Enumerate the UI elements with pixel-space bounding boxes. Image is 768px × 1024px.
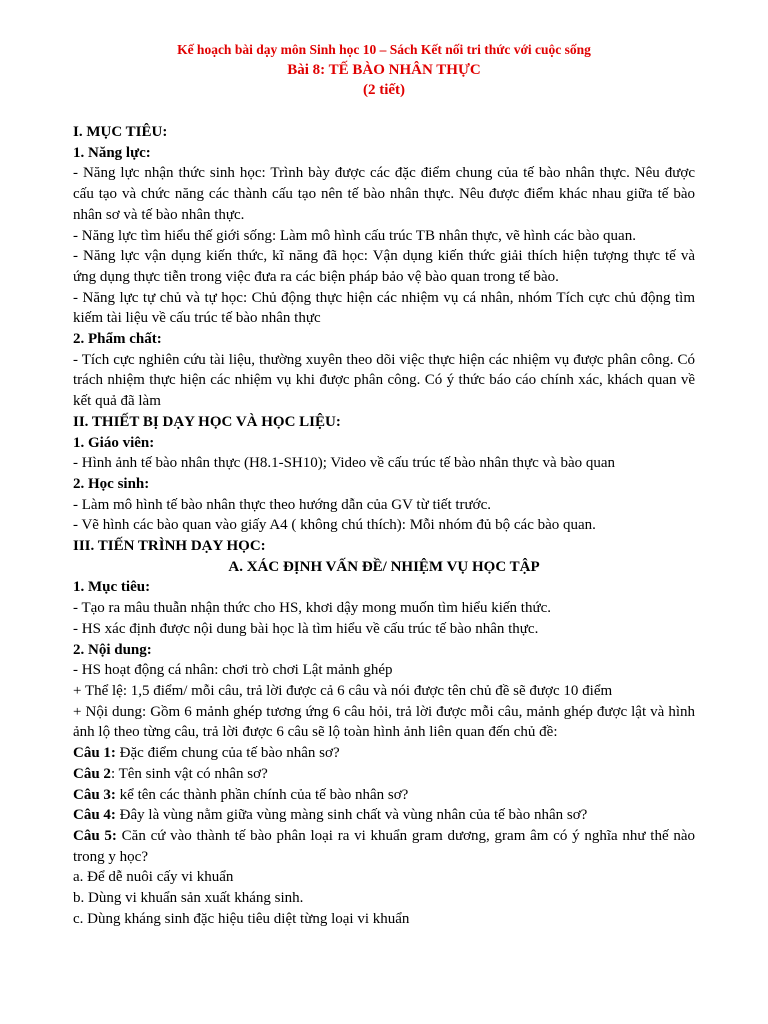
subsection-title-students: 2. Học sinh: [73,475,150,492]
lesson-duration: (2 tiết) [362,82,406,98]
answer-option: c. Dùng kháng sinh đặc hiệu tiêu diệt từng loại vi khuẩn [73,910,410,927]
question-text: kể tên các thành phần chính của tế bào nhân sơ? [115,786,409,803]
content-item: + Thể lệ: 1,5 điểm/ mỗi câu, trả lời được cả 6 câu và nói được tên chủ đề sẽ được 10 điểm [73,682,613,699]
document-header-line: Kế hoạch bài dạy môn Sinh học 10 – Sách Kết nối tri thức với cuộc sống [177,42,591,57]
question-label: Câu 5: [73,827,117,844]
section-title-objectives: I. MỤC TIÊU: [73,124,168,140]
competency-item: - Năng lực tự chủ và tự học: Chủ động thực hiện các nhiệm vụ cá nhân, nhóm Tích cực chủ động tìm kiếm tài liệu về cấu trúc tế bào nhân thực [73,289,695,327]
section-title-process: III. TIẾN TRÌNH DẠY HỌC: [73,538,266,555]
question [73,743,695,764]
subsection-title-goals: 1. Mục tiêu: [73,579,151,596]
question [73,785,695,806]
teacher-text: - Hình ảnh tế bào nhân thực (H8.1-SH10); Video về cấu trúc tế bào nhân thực và bào quan [73,455,616,472]
question-label: Câu 1: [73,745,116,762]
question-text: Căn cứ vào thành tế bào phân loại ra vi khuẩn gram dương, gram âm có ý nghĩa như thế nào trong y học? [73,827,696,865]
lesson-title: Bài 8: TẾ BÀO NHÂN THỰC [287,62,481,78]
content-item: + Nội dung: Gồm 6 mảnh ghép tương ứng 6 câu hỏi, trả lời được mỗi câu, mảnh ghép được lật và hình ảnh lộ theo từng câu, trả lời được 6 câu sẽ lộ toàn hình ảnh liên quan đến chủ đề: [73,703,695,741]
subsection-title-competencies: 1. Năng lực: [73,144,151,161]
competency-item: - Năng lực tìm hiểu thế giới sống: Làm mô hình cấu trúc TB nhân thực, vẽ hình các bào quan. [73,227,636,244]
student-item: - Làm mô hình tế bào nhân thực theo hướng dẫn của GV từ tiết trước. [73,496,492,513]
question-label: Câu 2 [73,765,111,782]
section-title-equipment: II. THIẾT BỊ DẠY HỌC VÀ HỌC LIỆU: [73,413,341,430]
competency-item: - Năng lực nhận thức sinh học: Trình bày được các đặc điểm chung của tế bào nhân thực. Nêu được cấu tạo và chức năng các thành cấu tạo nên tế bào nhân thực. Nêu được điểm khác nhau giữa tế bào nhân sơ và tế bào nhân thực. [73,165,695,223]
question-label: Câu 4: [73,807,116,824]
answer-option: a. Để dễ nuôi cấy vi khuẩn [73,869,234,886]
document-page [73,40,695,929]
question [73,805,695,826]
subsection-title-problem: A. XÁC ĐỊNH VẤN ĐỀ/ NHIỆM VỤ HỌC TẬP [228,558,540,575]
student-item: - Vẽ hình các bào quan vào giấy A4 ( không chú thích): Mỗi nhóm đủ bộ các bào quan. [73,517,596,534]
qualities-text: - Tích cực nghiên cứu tài liệu, thường xuyên theo dõi việc thực hiện các nhiệm vụ được phân công. Có trách nhiệm thực hiện các nhiệm vụ khi được phân công. Có ý thức báo cáo chính xác, khách quan về kết quả đã làm [73,351,695,410]
question-label: Câu 3: [73,786,116,803]
competency-item: - Năng lực vận dụng kiến thức, kĩ năng đã học: Vận dụng kiến thức giải thích hiện tượng thực tế và ứng dụng thực tiễn trong việc đưa ra các biện pháp bảo vệ bào quan trong tế bào. [73,248,695,285]
goal-item: - Tạo ra mâu thuẫn nhận thức cho HS, khơi dậy mong muốn tìm hiểu kiến thức. [73,600,551,617]
question-text: Đây là vùng nằm giữa vùng màng sinh chất và vùng nhân của tế bào nhân sơ? [115,807,588,824]
subsection-title-qualities: 2. Phẩm chất: [73,331,162,348]
question-text: : Tên sinh vật có nhân sơ? [110,765,268,782]
content-item: - HS hoạt động cá nhân: chơi trò chơi Lật mảnh ghép [73,662,393,679]
question [73,826,695,867]
answer-option: b. Dùng vi khuẩn sản xuất kháng sinh. [73,890,304,907]
goal-item: - HS xác định được nội dung bài học là tìm hiểu về cấu trúc tế bào nhân thực. [73,620,539,637]
question-text: Đặc điểm chung của tế bào nhân sơ? [115,745,340,762]
question [73,764,695,785]
subsection-title-content: 2. Nội dung: [73,641,152,658]
subsection-title-teacher: 1. Giáo viên: [73,434,155,451]
